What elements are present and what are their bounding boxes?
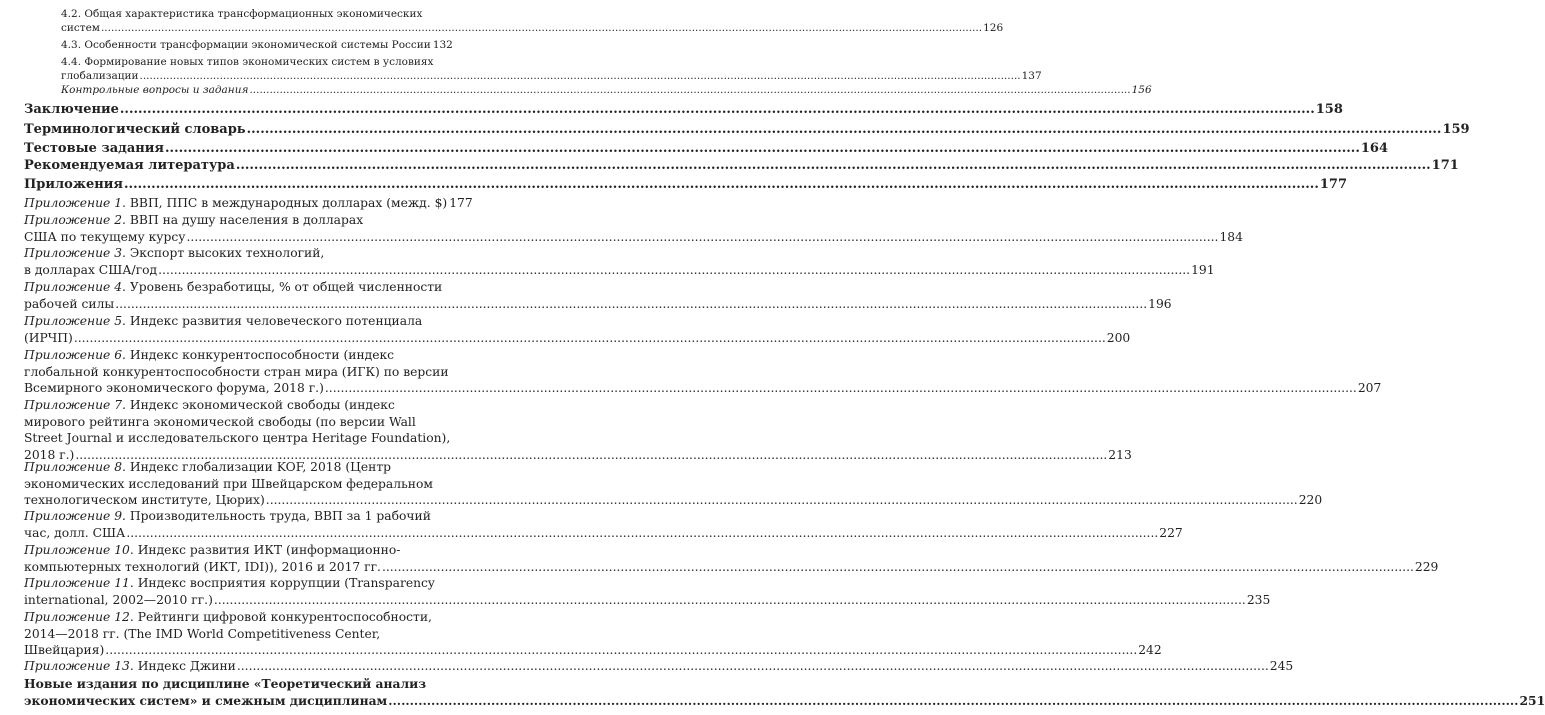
- page-number: 137: [1021, 69, 1042, 82]
- toc-entry-text: Индекс Джини: [137, 659, 236, 673]
- leader-dots: [139, 70, 1020, 84]
- page-number: 245: [1269, 659, 1294, 673]
- toc-entry-control-questions[interactable]: [61, 84, 1152, 98]
- toc-entry-appendix-1[interactable]: [24, 195, 473, 212]
- appendix-label: Приложение 1.: [24, 196, 126, 210]
- toc-entry-appendix-8[interactable]: [24, 459, 1323, 509]
- page-number: 171: [1431, 158, 1459, 173]
- page-number: 132: [432, 39, 453, 51]
- leader-dots: [165, 140, 1360, 157]
- toc-entry-text: экономических систем» и смежным дисциплинам: [24, 692, 388, 708]
- toc-entry-4-4[interactable]: [61, 56, 1042, 83]
- toc-entry-text: технологическом институте, Цюрих): [24, 493, 265, 507]
- toc-entry-text: 4.3. Особенности трансформации экономической системы России: [61, 39, 431, 51]
- page-number: 220: [1298, 493, 1323, 507]
- leader-dots: [105, 642, 1137, 659]
- toc-entry-text: 4.4. Формирование новых типов экономических систем в условиях: [61, 56, 434, 68]
- toc-entry-text: Терминологический словарь: [24, 122, 246, 137]
- leader-dots: [187, 229, 1219, 246]
- toc-entry-text: Индекс глобализации KOF, 2018 (Центр: [129, 460, 392, 474]
- toc-entry-text: в долларах США/год: [24, 262, 158, 277]
- page-number: 196: [1148, 296, 1172, 311]
- toc-entry-appendix-10[interactable]: [24, 542, 1439, 575]
- page-number: 159: [1442, 122, 1470, 137]
- toc-entry-text: international, 2002—2010 гг.): [24, 592, 213, 607]
- toc-entry-text: Рекомендуемая литература: [24, 158, 235, 173]
- toc-entry-text: Заключение: [24, 102, 119, 117]
- toc-entry-text: глобальной конкурентоспособности стран мира (ИГК) по версии: [24, 364, 449, 379]
- appendix-label: Приложение 5.: [24, 314, 126, 328]
- toc-entry-text: Швейцария): [24, 643, 105, 657]
- leader-dots: [120, 101, 1315, 118]
- leader-dots: [249, 84, 1130, 98]
- page-number: 213: [1108, 447, 1132, 462]
- toc-entry-text: 2018 г.): [24, 447, 75, 462]
- toc-entry-text: Новые издания по дисциплине «Теоретический анализ: [24, 676, 427, 691]
- leader-dots: [247, 121, 1442, 138]
- page-number: 158: [1315, 102, 1343, 117]
- appendix-label: Приложение 9.: [24, 509, 126, 523]
- toc-entry-text: Уровень безработицы, % от общей численности: [129, 280, 443, 294]
- appendix-label: Приложение 7.: [24, 398, 126, 412]
- appendix-label: Приложение 8.: [24, 460, 126, 474]
- toc-entry-text: экономических исследований при Швейцарском федеральном: [24, 476, 433, 491]
- toc-entry-text: рабочей силы: [24, 296, 115, 311]
- toc-entry-text: Индекс развития ИКТ (информационно-: [137, 543, 401, 557]
- toc-entry-conclusion[interactable]: [24, 101, 1343, 118]
- toc-entry-tests[interactable]: [24, 140, 1389, 157]
- toc-entry-appendix-11[interactable]: [24, 575, 1271, 608]
- leader-dots: [158, 262, 1190, 279]
- leader-dots: [74, 330, 1106, 347]
- toc-entry-text: Всемирного экономического форума, 2018 г.): [24, 381, 324, 395]
- toc-entry-text: Индекс восприятия коррупции (Transparency: [137, 576, 435, 590]
- page-number: 191: [1191, 262, 1215, 277]
- leader-dots: [214, 592, 1246, 609]
- page-number: 164: [1360, 141, 1389, 156]
- toc-entry-appendix-3[interactable]: [24, 245, 1215, 278]
- toc-entry-appendix-13[interactable]: [24, 658, 1294, 675]
- toc-entry-appendix-4[interactable]: [24, 279, 1172, 312]
- page-number: 184: [1219, 229, 1243, 244]
- toc-entry-text: 4.2. Общая характеристика трансформационных экономических: [61, 8, 423, 20]
- toc-entry-4-2[interactable]: [61, 8, 1004, 35]
- toc-entry-text: США по текущему курсу: [24, 229, 186, 244]
- toc-entry-appendix-7[interactable]: [24, 397, 1132, 463]
- toc-entry-text: (ИРЧП): [24, 330, 73, 345]
- toc-entry-text: ВВП на душу населения в долларах: [129, 213, 364, 227]
- appendix-label: Приложение 11.: [24, 576, 134, 590]
- appendix-label: Приложение 12.: [24, 610, 134, 624]
- page-number: 207: [1357, 381, 1382, 395]
- leader-dots: [101, 22, 982, 36]
- toc-entry-text: Приложения: [24, 177, 124, 192]
- toc-entry-text: мирового рейтинга экономической свободы (по версии Wall: [24, 414, 416, 429]
- page-number: 126: [983, 21, 1004, 34]
- toc-entry-appendix-6[interactable]: [24, 347, 1382, 397]
- toc-entry-text: час, долл. США: [24, 525, 126, 540]
- appendix-label: Приложение 2.: [24, 213, 126, 227]
- appendix-label: Приложение 6.: [24, 348, 126, 362]
- toc-entry-text: Индекс конкурентоспособности (индекс: [129, 348, 395, 362]
- page-number: 235: [1246, 592, 1271, 607]
- page-number: 200: [1106, 330, 1131, 345]
- appendix-label: Приложение 4.: [24, 280, 126, 294]
- leader-dots: [126, 525, 1158, 542]
- toc-entry-appendices[interactable]: [24, 176, 1347, 193]
- appendix-label: Приложение 3.: [24, 246, 126, 260]
- leader-dots: [325, 380, 1357, 397]
- page-number: 177: [449, 196, 473, 210]
- toc-entry-text: Экспорт высоких технологий,: [129, 246, 325, 260]
- toc-entry-appendix-5[interactable]: [24, 313, 1131, 346]
- page-number: 156: [1131, 84, 1152, 96]
- toc-entry-text: Street Journal и исследовательского центра Heritage Foundation),: [24, 431, 451, 445]
- leader-dots: [237, 658, 1269, 675]
- leader-dots: [236, 157, 1431, 174]
- leader-dots: [115, 296, 1147, 313]
- toc-entry-text: 2014—2018 гг. (The IMD World Competitiveness Center,: [24, 626, 381, 641]
- toc-entry-text: Индекс экономической свободы (индекс: [129, 398, 395, 412]
- toc-entry-literature[interactable]: [24, 157, 1459, 174]
- page-number: 177: [1319, 177, 1347, 192]
- leader-dots: [124, 176, 1319, 193]
- toc-entry-text: Индекс развития человеческого потенциала: [129, 314, 423, 328]
- leader-dots: [382, 559, 1414, 576]
- toc-entry-glossary[interactable]: [24, 121, 1470, 138]
- toc-entry-text: компьютерных технологий (ИКТ, IDI)), 2016 и 2017 гг.: [24, 559, 381, 574]
- toc-entry-text: ВВП, ППС в международных долларах (межд. $): [129, 196, 448, 210]
- toc-entry-text: Контрольные вопросы и задания: [61, 84, 249, 96]
- toc-entry-appendix-2[interactable]: [24, 212, 1243, 245]
- page-number: 229: [1414, 559, 1439, 574]
- toc-entry-text: Тестовые задания: [24, 141, 165, 156]
- toc-entry-4-3[interactable]: [61, 39, 453, 53]
- toc-entry-appendix-9[interactable]: [24, 508, 1183, 541]
- toc-entry-text: Производительность труда, ВВП за 1 рабочий: [129, 509, 431, 523]
- toc-entry-appendix-12[interactable]: [24, 609, 1162, 659]
- leader-dots: [388, 693, 1518, 710]
- toc-entry-text: систем: [61, 21, 100, 34]
- toc-entry-text: Рейтинги цифровой конкурентоспособности,: [137, 610, 432, 624]
- page-number: 251: [1519, 692, 1545, 708]
- leader-dots: [266, 492, 1298, 509]
- toc-entry-text: глобализации: [61, 69, 139, 82]
- appendix-label: Приложение 10.: [24, 543, 134, 557]
- page-number: 227: [1159, 525, 1183, 540]
- page-number: 242: [1138, 643, 1162, 657]
- toc-entry-new-editions[interactable]: [24, 676, 1545, 709]
- appendix-label: Приложение 13.: [24, 659, 134, 673]
